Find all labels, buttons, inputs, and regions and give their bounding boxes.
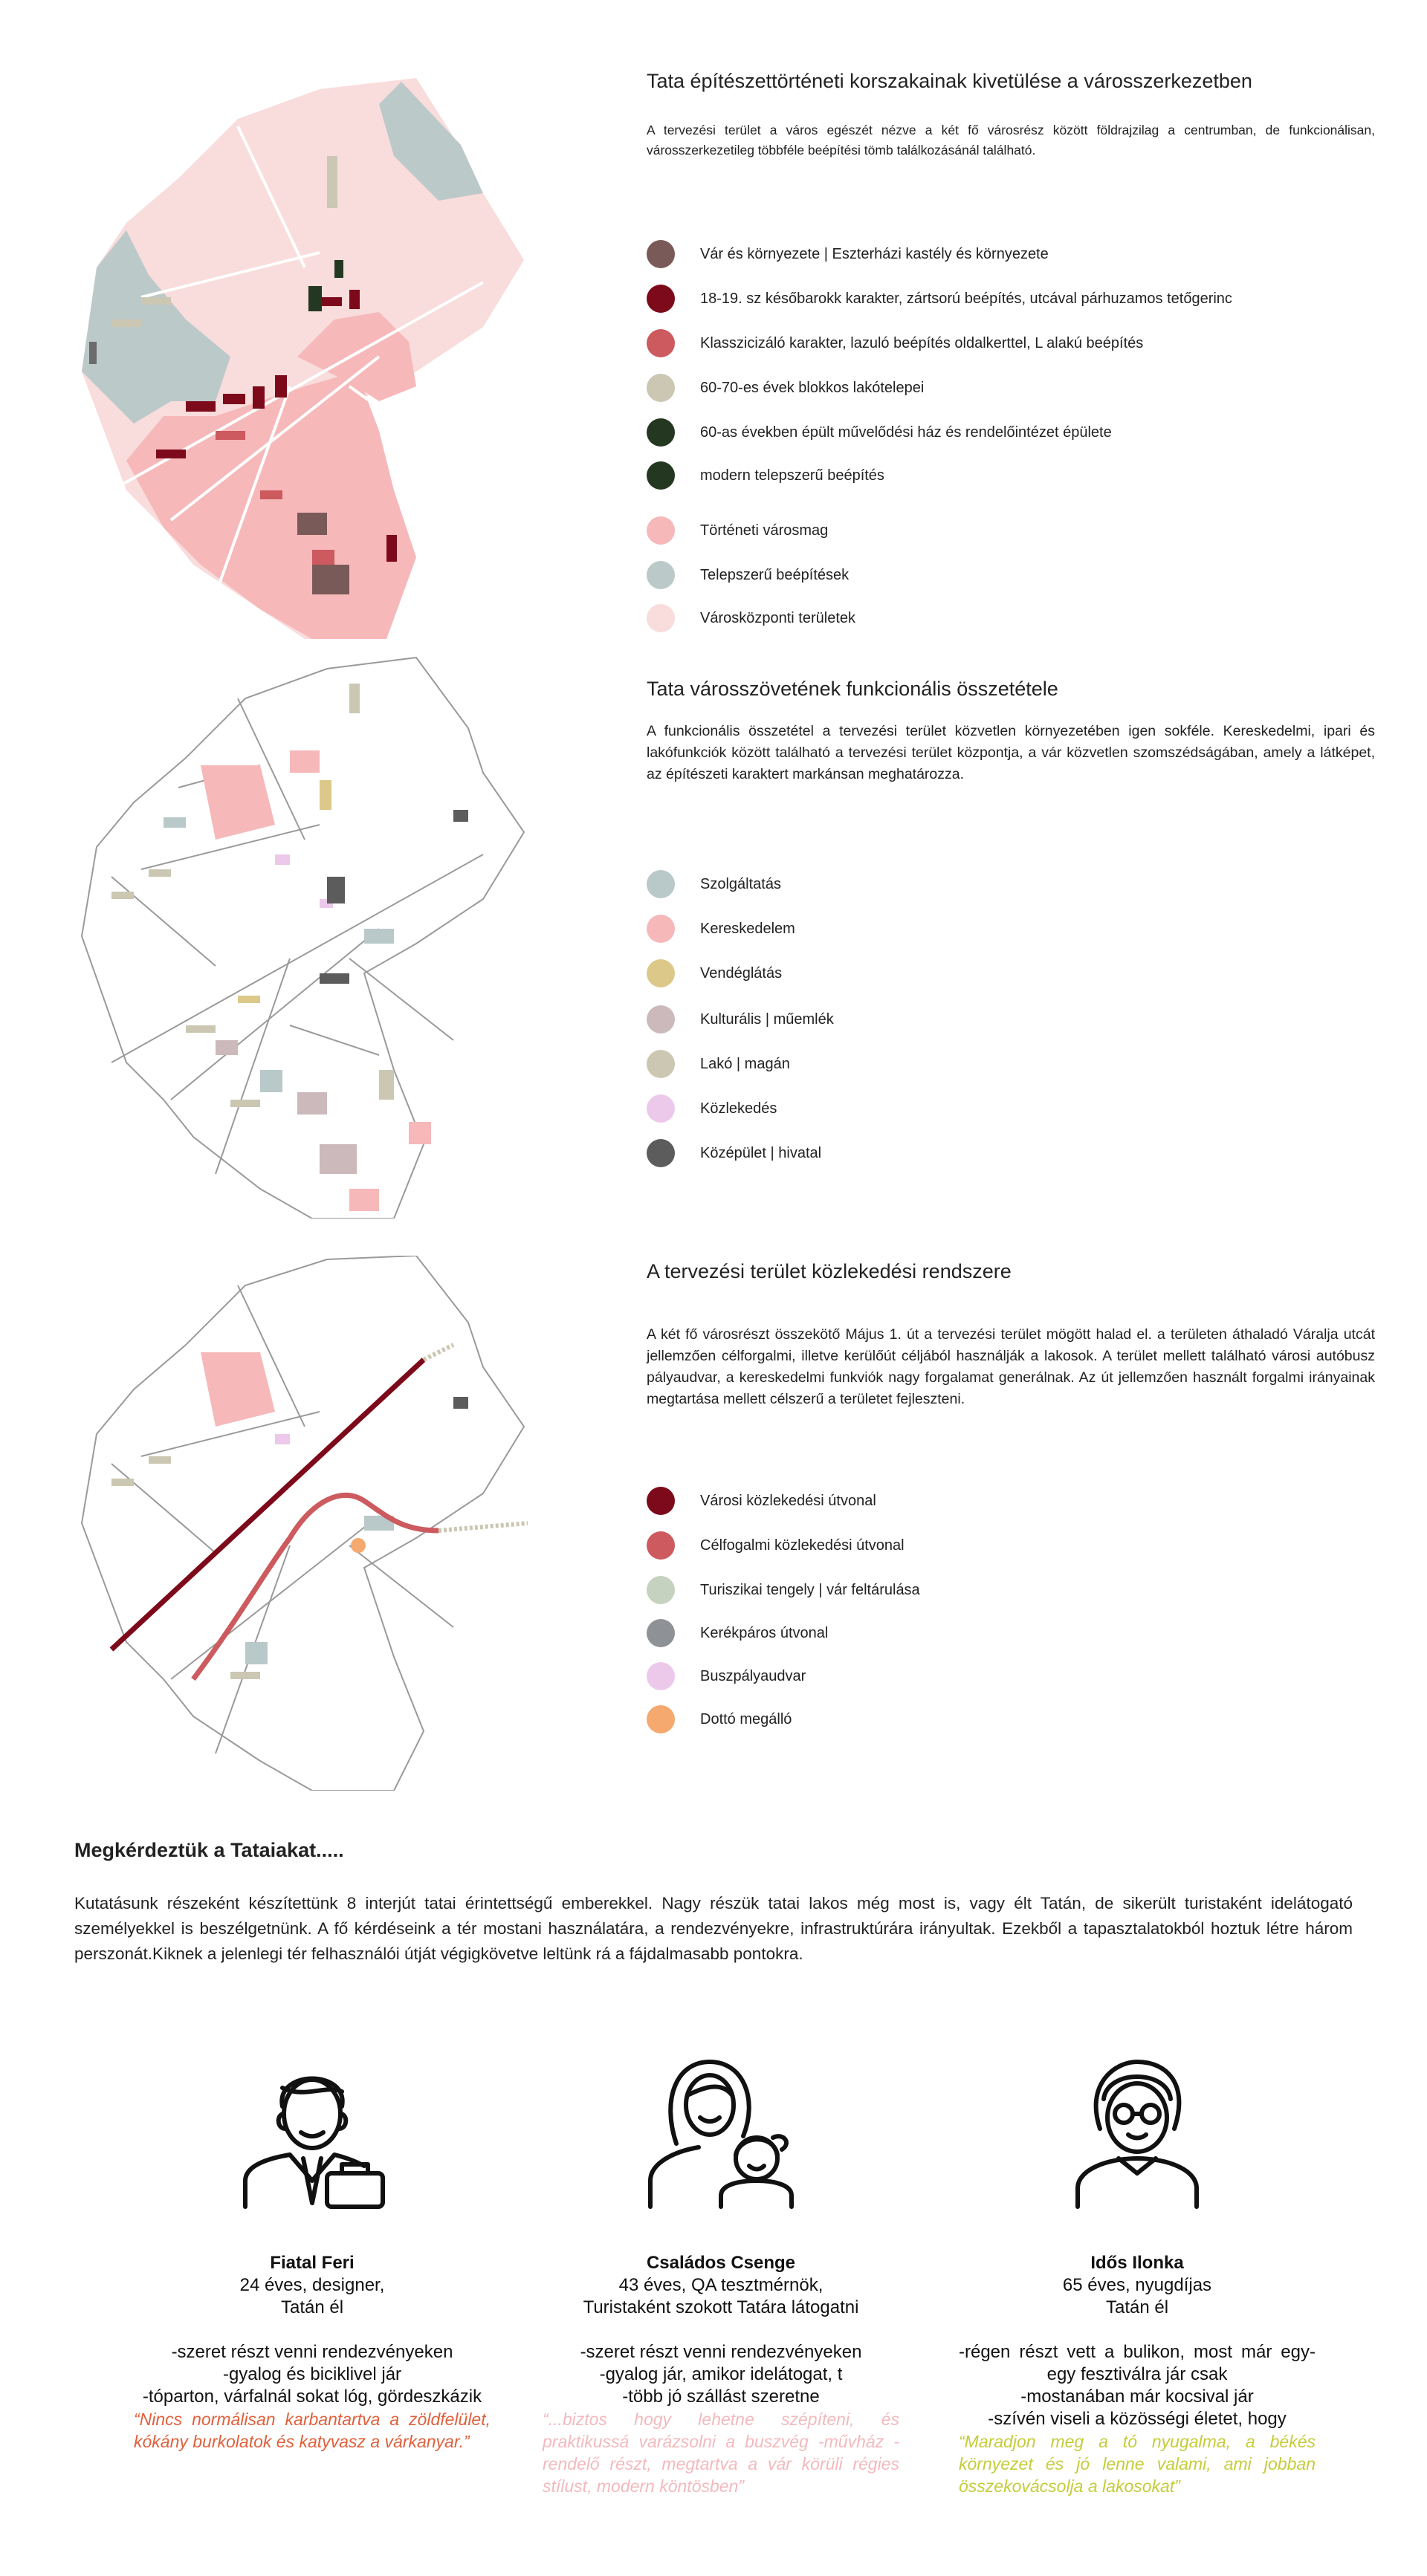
legend-item: Turiszikai tengely | vár feltárulása [647,1574,920,1606]
legend-item: Szolgáltatás [647,868,781,901]
legend-item: Középület | hivatal [647,1137,821,1169]
swatch-icon [647,285,675,313]
legend-item: Közlekedés [647,1092,777,1125]
swatch-icon [647,1576,675,1604]
section1-body: A tervezési terület a város egészét nézve a két fő városrész között földrajzilag a centrumban, de funkcionálisan, városszerkezetileg többféle beépítési tömb találkozásánál található. [647,123,1375,158]
swatch-icon [647,870,675,898]
legend-item: Lakó | magán [647,1048,790,1080]
legend-item: Városi közlekedési útvonal [647,1485,876,1517]
map-architectural-periods [67,74,543,639]
swatch-icon [647,516,675,545]
persona-detail: 43 éves, QA tesztmérnök, [618,2275,823,2295]
section1-title: Tata építészettörténeti korszakainak kivetülése a városszerkezetben [647,70,1252,92]
legend-item: Célfogalmi közlekedési útvonal [647,1529,905,1562]
legend-item: Városközponti területek [647,602,855,635]
persona-bullet: -gyalog jár, amikor idelátogat, t [599,2364,843,2384]
swatch-icon [647,374,675,402]
section2-title: Tata városszövetének funkcionális összetétele [647,678,1058,700]
swatch-icon [647,418,675,447]
swatch-icon [647,240,675,268]
persona-quote: “Maradjon meg a tó nyugalma, a békés környezet és jó lenne valami, ami jobban összekovácsolja a lakosokat” [959,2432,1316,2496]
persona-bullet: -szeret részt venni rendezvényeken [580,2342,862,2362]
legend-item: Dottó megálló [647,1703,792,1736]
persona-bullet: -szívén viseli a közösségi életet, hogy [988,2409,1287,2429]
young-man-icon [238,2054,386,2210]
swatch-icon [647,1662,675,1690]
legend-item: Kulturális | műemlék [647,1003,834,1036]
swatch-icon [647,329,675,357]
persona-bullet: -mostanában már kocsival jár [1020,2387,1254,2407]
persona-name: Fiatal Feri [270,2253,355,2273]
swatch-icon [647,959,675,987]
persona-detail: 24 éves, designer, [239,2275,385,2295]
persona-quote: “...biztos hogy lehetne szépíteni, és praktikussá varázsolni a buszvég -művház -rendelő részt, megtartva a vár körüli régies stílust, modern köntösben” [543,2410,899,2496]
swatch-icon [647,1005,675,1034]
legend-item: Kereskedelem [647,912,795,945]
swatch-icon [647,1487,675,1515]
swatch-icon [647,1531,675,1560]
persona-card-ilonka [929,2054,1345,2497]
legend-item: 18-19. sz későbarokk karakter, zártsorú beépítés, utcával párhuzamos tetőgerinc [647,282,1232,315]
persona-detail: 65 éves, nyugdíjas [1062,2275,1212,2295]
swatch-icon [647,1619,675,1647]
persona-bullet: -több jó szállást szeretne [622,2387,820,2407]
map-transport-system [67,1256,543,1791]
persona-quote: “Nincs normálisan karbantartva a zöldfelület, kókány burkolatok és katyvasz a várkanyar.” [134,2410,491,2451]
persona-detail: Tatán él [1105,2297,1169,2317]
persona-name: Idős Ilonka [1090,2253,1184,2273]
section2-body: A funkcionális összetétel a tervezési terület közvetlen környezetében igen sokféle. Kereskedelmi, ipari és lakófunkciók között található a tervezési terület központja, a vár közvetlen szomszédságában, amely a látképet, az építészeti karaktert markánsan meghatározza. [647,723,1375,782]
swatch-icon [647,461,675,490]
legend-item: Telepszerű beépítések [647,559,849,591]
swatch-icon [647,1094,675,1123]
legend-item: Történeti városmag [647,514,828,547]
swatch-icon [647,915,675,943]
swatch-icon [647,1139,675,1167]
swatch-icon [647,604,675,632]
section3-title: A tervezési terület közlekedési rendszere [647,1260,1012,1282]
persona-card-csenge [513,2054,929,2497]
section3-body: A két fő városrészt összekötő Május 1. út a tervezési terület mögött halad el. a területen áthaladó Váralja utcát jellemzően célforgalmi, illetve kerülőút céljából használják a lakosok. A terület mellett található városi autóbusz pályaudvar, a kereskedelmi funkviók nagy forgalamat generálnak. Az út jellemzően használt forgalmi irányainak megtartása mellett célszerű a területet fejleszteni. [647,1326,1375,1407]
persona-bullet: -gyalog és biciklivel jár [222,2364,402,2384]
persona-detail: Tatán él [280,2297,344,2317]
persona-bullet: -régen részt vett a bulikon, most már egy-egy fesztiválra jár csak [959,2342,1316,2384]
elderly-woman-icon [1063,2054,1211,2210]
interview-title: Megkérdeztük a Tataiakat..... [74,1839,344,1861]
legend-item: Kerékpáros útvonal [647,1617,828,1649]
legend-item: 60-as években épült művelődési ház és rendelőintézet épülete [647,416,1112,449]
persona-bullet: -tóparton, várfalnál sokat lóg, gördeszkázik [142,2387,482,2407]
legend-item: Klasszicizáló karakter, lazuló beépítés oldalkerttel, L alakú beépítés [647,327,1143,360]
persona-name: Családos Csenge [646,2253,796,2273]
swatch-icon [647,1050,675,1078]
mother-child-icon [647,2054,795,2210]
swatch-icon [647,561,675,589]
legend-item: Buszpályaudvar [647,1660,806,1693]
legend-item: Vár és környezete | Eszterházi kastély és környezete [647,238,1049,270]
legend-item: Vendéglátás [647,957,782,990]
persona-bullet: -szeret részt venni rendezvényeken [171,2342,453,2362]
persona-detail: Turistaként szokott Tatára látogatni [583,2297,859,2317]
legend-item: modern telepszerű beépítés [647,459,884,492]
swatch-icon [647,1705,675,1733]
interview-body: Kutatásunk részeként készítettünk 8 interjút tatai érintettségű emberekkel. Nagy részük tatai lakos még most is, vagy élt Tatán, de sikerült turistaként idelátogató személyekkel is beszélgetnünk. A fő kérdéseink a tér mostani használatára, a rendezvényekre, infrastruktúrára irányultak. Ezekből a tapasztalatokból hoztuk létre három perszonát.Kiknek a jelenlegi tér felhasználói útját végigkövetve leltünk rá a fájdalmasabb pontokra. [74,1894,1353,1963]
map-functional-composition [67,654,543,1219]
persona-card-feri [104,2054,520,2453]
legend-item: 60-70-es évek blokkos lakótelepei [647,372,924,404]
